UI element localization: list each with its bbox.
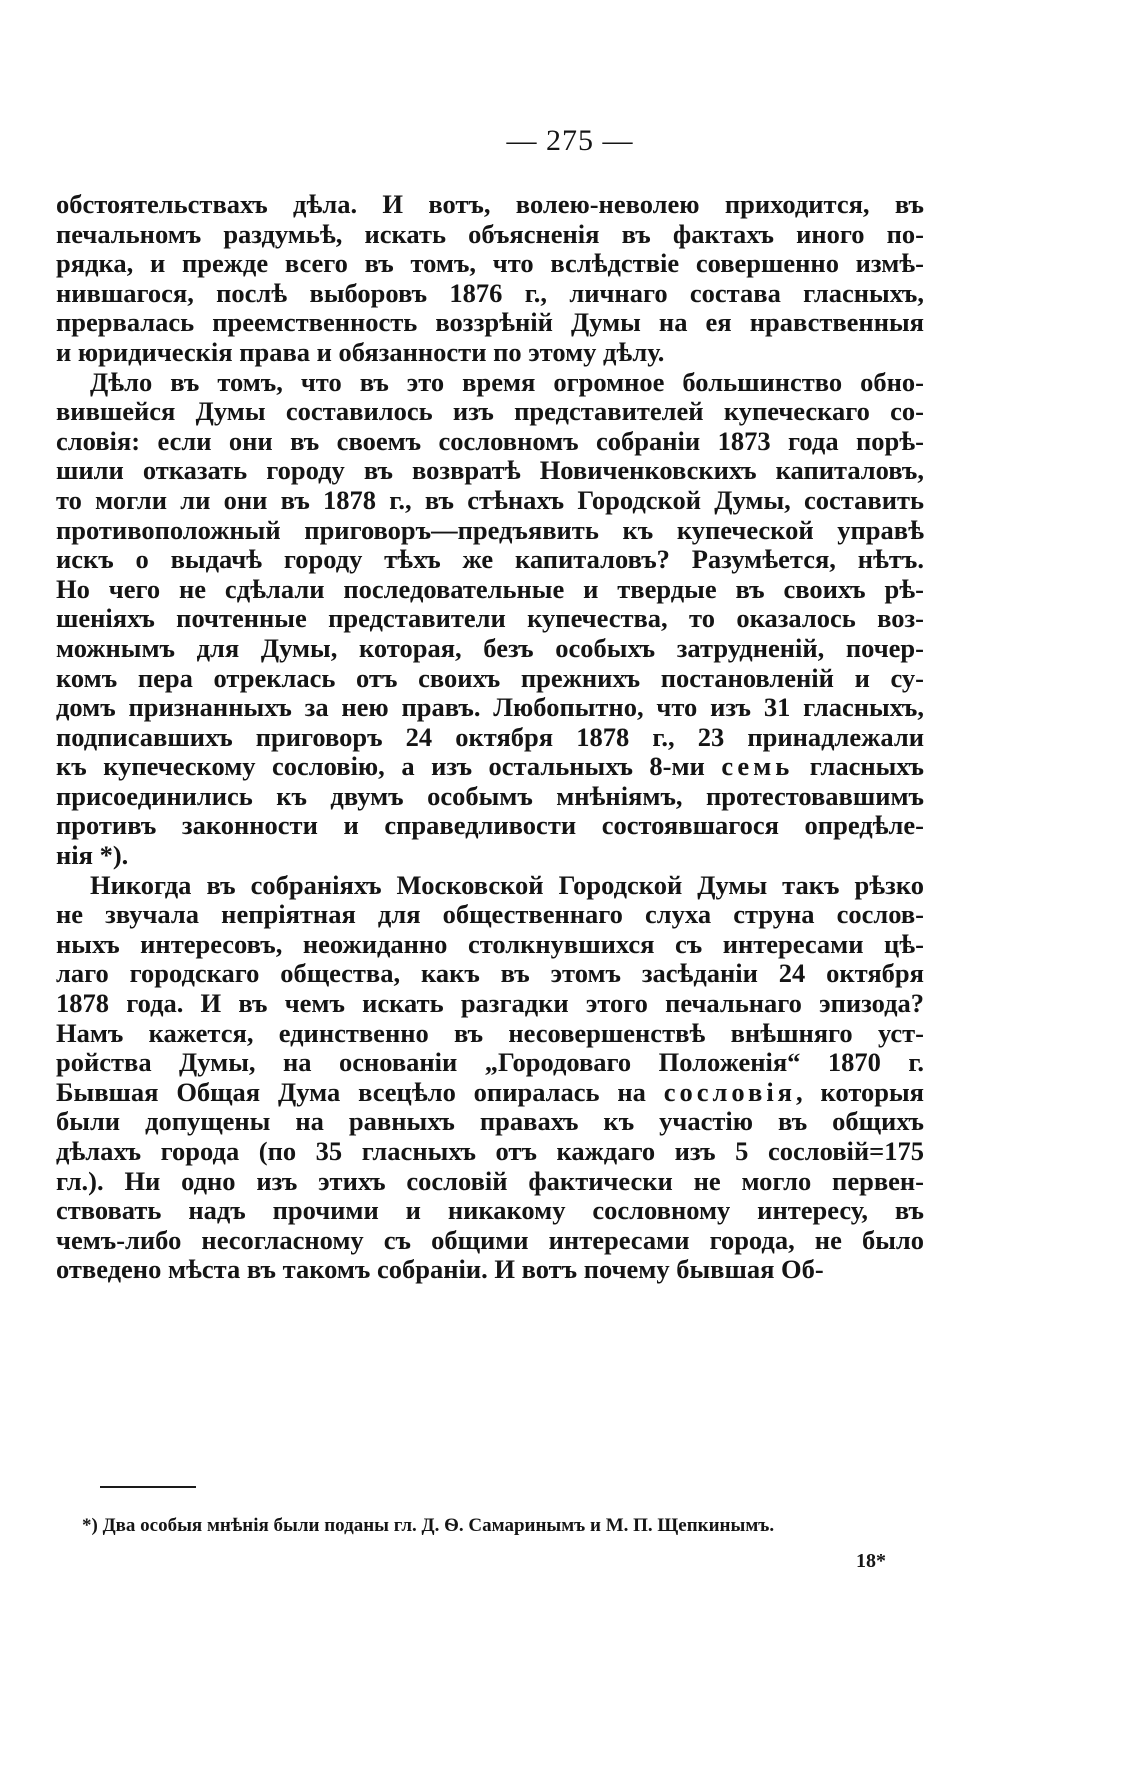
text-line: къ купеческому сословію, а изъ остальныхъ 8-ми семь гласныхъ: [56, 751, 925, 782]
text-line: комъ пера отреклась отъ своихъ прежнихъ постановленій и су-: [56, 662, 924, 693]
text-line: вившейся Думы составилось изъ представителей купеческаго со-: [56, 396, 924, 427]
text-line: и юридическія права и обязанности по этому дѣлу.: [56, 336, 665, 367]
text-line: Дѣло въ томъ, что въ это время огромное большинство обно-: [90, 366, 924, 397]
text-line: гл.). Ни одно изъ этихъ сословій фактически не могло первен-: [56, 1165, 924, 1196]
text-line: подписавшихъ приговоръ 24 октября 1878 г., 23 принадлежали: [56, 721, 924, 752]
signature-mark: 18*: [856, 1550, 886, 1572]
text-line: ныхъ интересовъ, неожиданно столкнувшихся съ интересами цѣ-: [56, 928, 924, 959]
text-line: словія: если они въ своемъ сословномъ собраніи 1873 года порѣ-: [56, 425, 924, 456]
text-line: ройства Думы, на основаніи „Городоваго Положенія“ 1870 г.: [56, 1047, 924, 1078]
text-line: печальномъ раздумьѣ, искать объясненія въ фактахъ иного по-: [56, 218, 924, 249]
paragraph: [56, 871, 924, 1285]
footnote: *) Два особыя мнѣнія были поданы гл. Д. Ѳ. Самаринымъ и М. П. Щепкинымъ.: [82, 1515, 775, 1536]
text-line: можнымъ для Думы, которая, безъ особыхъ затрудненій, почер-: [56, 632, 924, 663]
text-line: Намъ кажется, единственно въ несовершенствѣ внѣшняго уст-: [56, 1017, 924, 1048]
text-line: 1878 года. И въ чемъ искать разгадки этого печальнаго эпизода?: [56, 988, 924, 1019]
text-line: обстоятельствахъ дѣла. И вотъ, волею-неволею приходится, въ: [56, 189, 924, 219]
text-line: были допущены на равныхъ правахъ къ участію въ общихъ: [56, 1106, 924, 1137]
text-line: противъ законности и справедливости состоявшагося опредѣле-: [56, 810, 924, 841]
text-line: дѣлахъ города (по 35 гласныхъ отъ каждаго изъ 5 сословій=175: [56, 1136, 924, 1166]
text-line: то могли ли они въ 1878 г., въ стѣнахъ Городской Думы, составить: [56, 484, 924, 515]
text-line: домъ признанныхъ за нею правъ. Любопытно, что изъ 31 гласныхъ,: [56, 692, 924, 723]
text-line: искъ о выдачѣ городу тѣхъ же капиталовъ? Разумѣется, нѣтъ.: [56, 544, 924, 575]
text-line: Никогда въ собраніяхъ Московской Городской Думы такъ рѣзко: [90, 869, 924, 900]
text-line: шеніяхъ почтенные представители купечества, то оказалось воз-: [56, 603, 924, 634]
paragraph: [56, 368, 924, 871]
text-line: лаго городскаго общества, какъ въ этомъ засѣданіи 24 октября: [56, 958, 924, 989]
text-line: ствовать надъ прочими и никакому сословному интересу, въ: [56, 1195, 924, 1226]
text-line: чемъ-либо несогласному съ общими интересами города, не было: [56, 1224, 924, 1255]
paragraph: [56, 190, 924, 368]
text-line: прервалась преемственность воззрѣній Думы на ея нравственныя: [56, 307, 924, 338]
text-line: рядка, и прежде всего въ томъ, что вслѣдствіе совершенно измѣ-: [56, 248, 924, 279]
footnote-rule: [100, 1486, 196, 1488]
text-line: Бывшая Общая Дума всецѣло опиралась на сословія, которыя: [56, 1076, 924, 1107]
text-line: Но чего не сдѣлали последовательные и твердые въ своихъ рѣ-: [56, 573, 924, 604]
text-line: нія *).: [56, 840, 129, 871]
text-line: не звучала непріятная для общественнаго слуха струна сослов-: [56, 899, 924, 930]
page-number: — 275 —: [506, 124, 634, 157]
body-text: [56, 190, 924, 1285]
text-line: противоположный приговоръ—предъявить къ купеческой управѣ: [56, 514, 924, 545]
text-line: присоединились къ двумъ особымъ мнѣніямъ, протестовавшимъ: [56, 780, 924, 811]
text-line: шили отказать городу въ возвратѣ Новиченковскихъ капиталовъ,: [56, 455, 924, 486]
text-line: нившагося, послѣ выборовъ 1876 г., личнаго состава гласныхъ,: [56, 277, 924, 308]
text-line: отведено мѣста въ такомъ собраніи. И вотъ почему бывшая Об-: [56, 1254, 824, 1285]
